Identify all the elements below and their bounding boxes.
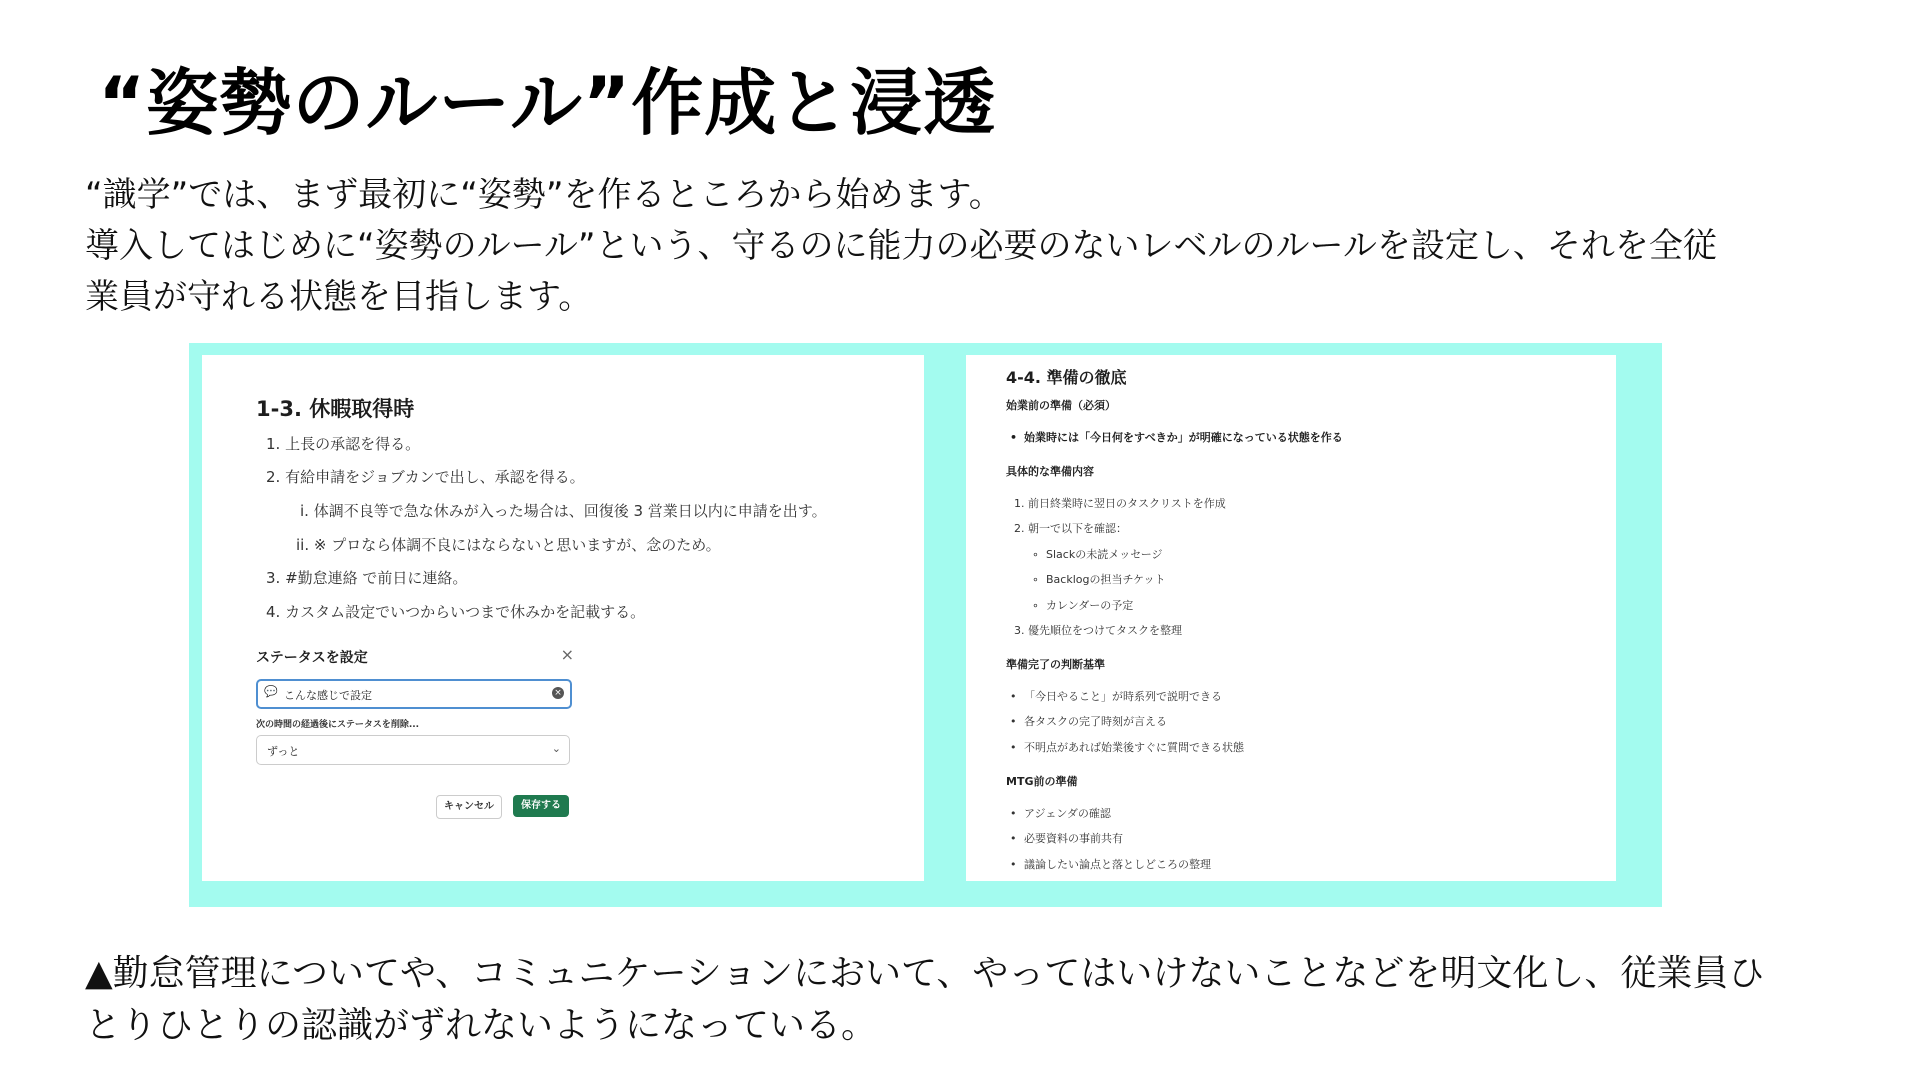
bullet-icon: • bbox=[1010, 832, 1017, 845]
section-title: MTG前の準備 bbox=[1006, 775, 1078, 788]
preparation-rules-screenshot bbox=[966, 355, 1616, 881]
intro-line: “識学”では、まず最初に“姿勢”を作るところから始めます。 bbox=[85, 175, 1003, 215]
status-input-value: こんな感じで設定 bbox=[284, 689, 372, 702]
caption-line: ▲勤怠管理についてや、コミュニケーションにおいて、やってはいけないことなどを明文化し、従業員ひ bbox=[85, 953, 1765, 994]
vacation-rules-heading: 1-3. 休暇取得時 bbox=[256, 397, 415, 421]
list-item: i. 体調不良等で急な休みが入った場合は、回復後 3 営業日以内に申請を出す。 bbox=[300, 502, 827, 520]
save-button[interactable]: 保存する bbox=[513, 795, 569, 817]
close-icon[interactable]: × bbox=[560, 645, 574, 664]
list-item bbox=[1010, 688, 1222, 704]
bullet-icon: • bbox=[1010, 858, 1017, 871]
list-item-text: アジェンダの確認 bbox=[1024, 807, 1111, 820]
list-item-text: 各タスクの完了時刻が言える bbox=[1024, 715, 1167, 728]
list-item bbox=[1010, 739, 1244, 755]
list-item-text: 必要資料の事前共有 bbox=[1024, 832, 1123, 845]
list-item-text: Slackの未読メッセージ bbox=[1046, 548, 1163, 561]
list-item bbox=[1010, 429, 1343, 445]
clear-after-label: 次の時間の経過後にステータスを削除... bbox=[256, 720, 420, 730]
list-item: 1. 上長の承認を得る。 bbox=[266, 435, 421, 453]
list-item-text: 不明点があれば始業後すぐに質問できる状態 bbox=[1024, 741, 1244, 754]
list-item: 2. 有給申請をジョブカンで出し、承認を得る。 bbox=[266, 468, 585, 486]
section-title: 準備完了の判断基準 bbox=[1006, 658, 1105, 671]
set-status-dialog bbox=[256, 647, 574, 823]
list-item-text: 「今日やること」が時系列で説明できる bbox=[1024, 690, 1222, 703]
vacation-rules-screenshot bbox=[202, 355, 924, 881]
caption-paragraph bbox=[85, 948, 1905, 1052]
cancel-button[interactable]: キャンセル bbox=[436, 795, 502, 819]
intro-line: 導入してはじめに“姿勢のルール”という、守るのに能力の必要のないレベルのルールを設定し、それを全従 bbox=[85, 226, 1717, 266]
list-item: ii. ※ プロなら体調不良にはならないと思いますが、念のため。 bbox=[296, 536, 721, 554]
circle-bullet-icon: ∘ bbox=[1032, 599, 1039, 612]
clear-after-select[interactable] bbox=[256, 735, 570, 765]
status-input[interactable] bbox=[256, 679, 572, 709]
list-item bbox=[1010, 805, 1111, 821]
bullet-icon: • bbox=[1010, 431, 1018, 444]
slide-title: “姿勢のルール”作成と浸透 bbox=[98, 61, 997, 145]
list-item bbox=[1032, 597, 1133, 613]
speech-bubble-icon: 💬 bbox=[264, 685, 278, 698]
dialog-title: ステータスを設定 bbox=[256, 650, 368, 666]
list-item-text: 議論したい論点と落としどころの整理 bbox=[1024, 858, 1211, 871]
clear-after-value: ずっと bbox=[267, 745, 300, 758]
bullet-icon: • bbox=[1010, 690, 1017, 703]
list-item bbox=[1032, 546, 1163, 562]
preparation-rules-heading: 4-4. 準備の徹底 bbox=[1006, 368, 1127, 387]
section-title: 具体的な準備内容 bbox=[1006, 465, 1094, 478]
bullet-icon: • bbox=[1010, 715, 1017, 728]
list-item-text: Backlogの担当チケット bbox=[1046, 573, 1166, 586]
clear-icon[interactable]: × bbox=[552, 687, 564, 699]
list-item: 1. 前日終業時に翌日のタスクリストを作成 bbox=[1014, 497, 1226, 510]
intro-paragraph bbox=[85, 170, 1845, 323]
list-item bbox=[1032, 571, 1165, 587]
list-item bbox=[1010, 830, 1123, 846]
bullet-icon: • bbox=[1010, 741, 1017, 754]
caption-line: とりひとりの認識がずれないようになっている。 bbox=[85, 1005, 878, 1046]
screenshot-panel bbox=[189, 343, 1662, 907]
circle-bullet-icon: ∘ bbox=[1032, 548, 1039, 561]
circle-bullet-icon: ∘ bbox=[1032, 573, 1039, 586]
list-item: 3. #勤怠連絡 で前日に連絡。 bbox=[266, 569, 468, 587]
list-item bbox=[1010, 856, 1211, 872]
list-item: 3. 優先順位をつけてタスクを整理 bbox=[1014, 624, 1182, 637]
list-item bbox=[1010, 713, 1167, 729]
intro-line: 業員が守れる状態を目指します。 bbox=[85, 277, 593, 317]
bullet-icon: • bbox=[1010, 807, 1017, 820]
list-item: 2. 朝一で以下を確認： bbox=[1014, 522, 1127, 535]
chevron-down-icon: ⌄ bbox=[551, 742, 561, 755]
section-title: 始業前の準備（必須） bbox=[1006, 399, 1116, 412]
list-item: 4. カスタム設定でいつからいつまで休みかを記載する。 bbox=[266, 603, 646, 621]
list-item-text: カレンダーの予定 bbox=[1046, 599, 1134, 612]
list-item-text: 始業時には「今日何をすべきか」が明確になっている状態を作る bbox=[1024, 431, 1343, 444]
